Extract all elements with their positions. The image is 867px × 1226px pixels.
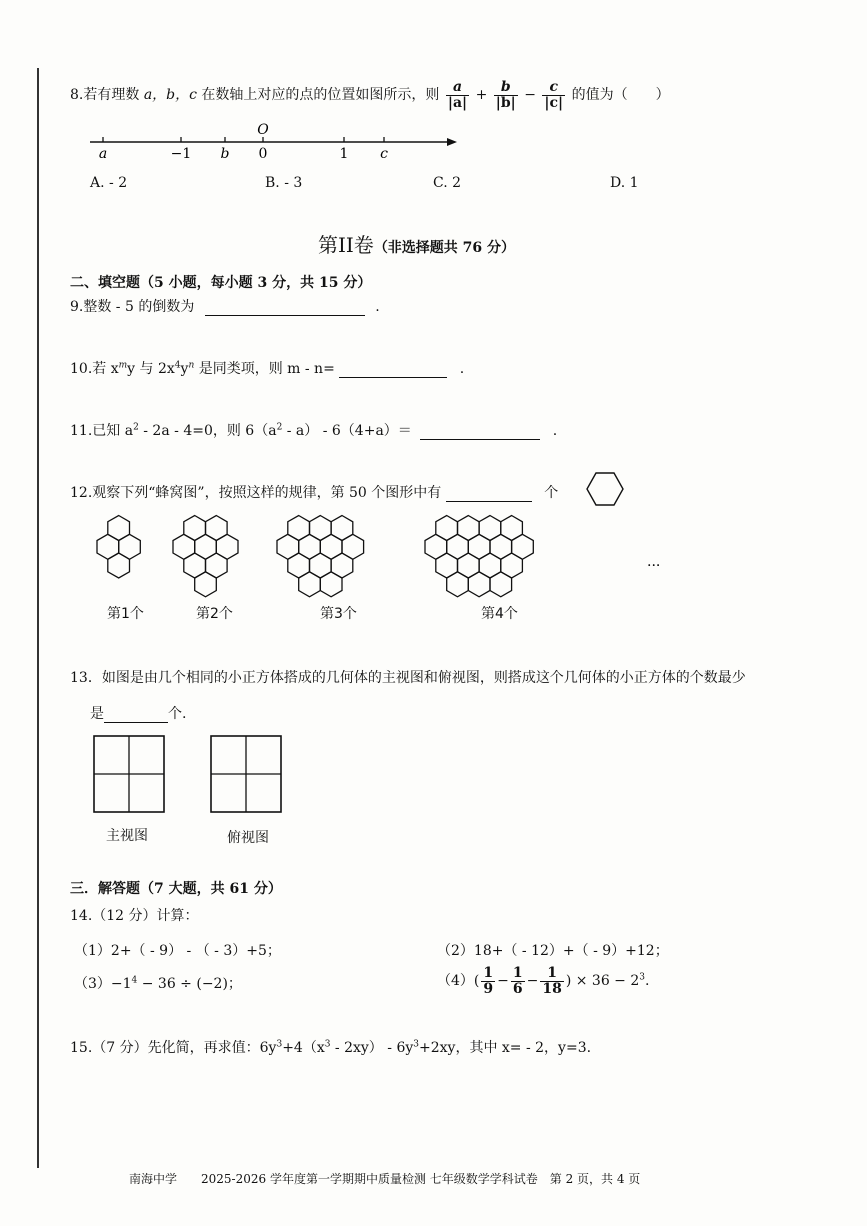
number-line-origin-label: O xyxy=(257,122,269,138)
honeycomb-figures xyxy=(85,508,661,596)
q8-vars: a，b，c xyxy=(143,87,197,104)
q10-answer-blank xyxy=(339,363,447,378)
honeycomb-label-3: 第3个 xyxy=(320,606,357,622)
q14-part-1: （1）2+（ - 9） - （ - 3）+5； xyxy=(74,943,281,959)
q14-part-2: （2）18+（ - 12）+（ - 9）+12； xyxy=(437,943,669,959)
question-15: 15.（7 分）先化简，再求值：$6y^3+4(x^3 - 2xy) - 6y^3+2xy$，其中 x= - 2，y=3. xyxy=(70,1039,592,1056)
q8-option-d: D. 1 xyxy=(610,175,639,191)
honeycomb-cell xyxy=(299,572,321,597)
honeycomb-cell xyxy=(320,572,342,597)
hexagon-icon xyxy=(586,470,626,508)
q8-fraction-a: $\frac{a}{|a|}$ xyxy=(447,79,468,111)
q11-answer-blank xyxy=(420,425,540,440)
q8-stem-mid: 在数轴上对应的点的位置如图所示，则 xyxy=(201,87,440,104)
part-2-title: 第II卷 xyxy=(318,233,374,257)
section-2-heading: 二、填空题（5 小题，每小题 3 分，共 15 分） xyxy=(70,275,372,291)
honeycomb-label-1: 第1个 xyxy=(107,606,144,622)
honeycomb-label-4: 第4个 xyxy=(481,606,518,622)
q8-minus: − xyxy=(524,87,536,104)
top-view-grid xyxy=(210,735,282,813)
honeycomb-ellipsis: ... xyxy=(647,554,661,570)
q8-option-b: B. - 3 xyxy=(265,175,303,191)
honeycomb-cell xyxy=(108,553,130,578)
honeycomb-cell xyxy=(447,572,469,597)
number-line-label-zero: 0 xyxy=(258,146,268,162)
q14-part-3: $(3)-1^4 - 36 \div (-2)$； xyxy=(74,975,242,992)
question-12 xyxy=(70,482,558,502)
q14-part-4: （4）( $\frac{1}{9}$ − $\frac{1}{6}$ − $\frac{1}{18}$ ) × $36 - 2^3$. xyxy=(437,965,650,997)
q8-plus: + xyxy=(475,87,488,104)
question-11: 11.已知 $a^2 - 2a - 4=0$，则 $6(a^2 - a) - 6(4+a)=$ . xyxy=(70,422,558,439)
q8-stem-end: 的值为（ ） xyxy=(571,87,670,104)
q9-end: . xyxy=(375,299,380,315)
number-line xyxy=(85,118,465,168)
front-view-label: 主视图 xyxy=(106,828,148,844)
q9-text: 9.整数 - 5 的倒数为 xyxy=(70,299,195,315)
number-line-label-one: 1 xyxy=(339,146,349,162)
number-line-arrow xyxy=(447,138,457,146)
q8-stem-prefix: 8.若有理数 xyxy=(70,87,140,104)
question-10: 10.若 $x^my$ 与 $2x^4y^n$ 是同类项，则 m - n= . xyxy=(70,360,465,377)
q12-end: 个 xyxy=(544,485,559,501)
q8-fraction-c: $\frac{c}{|c|}$ xyxy=(544,79,564,111)
q12-answer-blank xyxy=(446,487,532,502)
q12-text: 12.观察下列“蜂窝图”，按照这样的规律，第 50 个图形中有 xyxy=(70,485,442,501)
honeycomb-cell xyxy=(195,572,217,597)
top-view-label: 俯视图 xyxy=(227,830,269,846)
q8-fraction-b: $\frac{b}{|b|}$ xyxy=(495,79,516,111)
honeycomb-cell xyxy=(468,572,490,597)
front-view-grid xyxy=(93,735,165,813)
q8-option-a: A. - 2 xyxy=(90,175,128,191)
q9-answer-blank xyxy=(205,301,365,316)
part-2-heading xyxy=(318,229,515,258)
number-line-label-a: a xyxy=(98,146,108,162)
question-9 xyxy=(70,296,380,316)
question-8 xyxy=(70,80,670,110)
question-13-line-2: 是 个. xyxy=(90,706,187,722)
section-3-heading: 三．解答题（7 大题，共 61 分） xyxy=(70,881,282,897)
binding-margin-line xyxy=(37,68,39,1168)
honeycomb-cell xyxy=(490,572,512,597)
page-footer: 南海中学 2025-2026 学年度第一学期期中质量检测 七年级数学学科试卷 第 2 页，共 4 页 xyxy=(129,1172,641,1186)
q14-heading: 14.（12 分）计算： xyxy=(70,908,199,924)
q13-answer-blank xyxy=(104,708,168,723)
number-line-label-c: c xyxy=(380,146,388,162)
number-line-label-neg1: −1 xyxy=(170,146,192,162)
question-13-line-1: 13．如图是由几个相同的小正方体搭成的几何体的主视图和俯视图，则搭成这个几何体的小正方体的个数最少 xyxy=(70,670,746,686)
part-2-subtitle: （非选择题共 76 分） xyxy=(373,240,516,256)
number-line-label-b: b xyxy=(220,146,230,162)
honeycomb-label-2: 第2个 xyxy=(196,606,233,622)
q8-option-c: C. 2 xyxy=(433,175,462,191)
